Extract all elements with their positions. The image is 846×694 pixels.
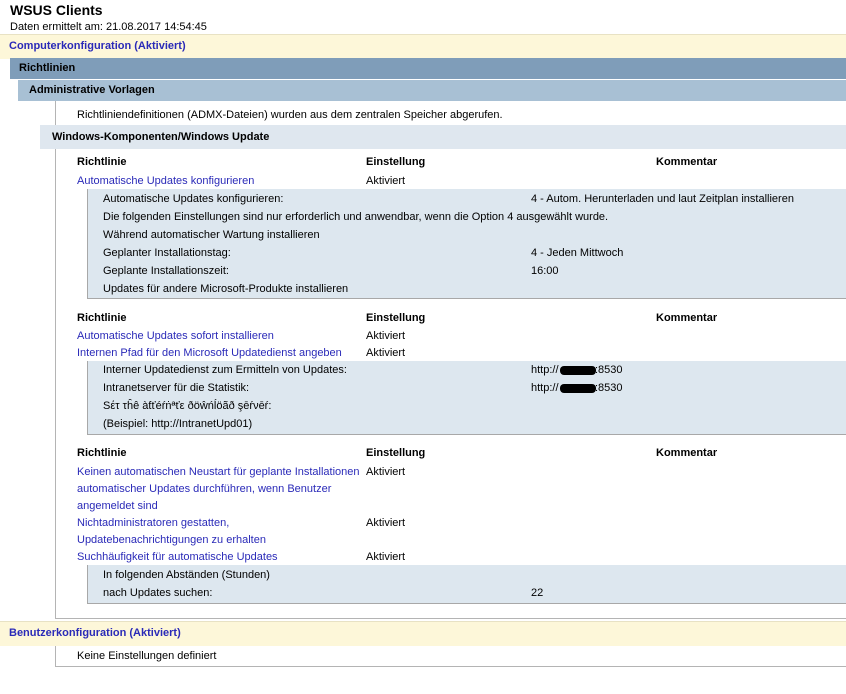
detail-value-prefix: http://: [531, 382, 559, 394]
detail-value-prefix: http://: [531, 364, 559, 376]
frame-bottom-line: [55, 618, 846, 619]
col-header-policy: Richtlinie: [77, 447, 127, 459]
detail-value: 22: [531, 587, 544, 599]
windows-update-label: Windows-Komponenten/Windows Update: [52, 131, 270, 143]
col-header-policy: Richtlinie: [77, 312, 127, 324]
user-config-header[interactable]: [0, 621, 846, 646]
detail-label: Intranetserver für die Statistik:: [103, 382, 250, 394]
redaction-mark: [560, 384, 596, 393]
detail-label: In folgenden Abständen (Stunden): [103, 569, 270, 581]
detail-label: Interner Updatedienst zum Ermitteln von Updates:: [103, 364, 347, 376]
redaction-mark: [560, 366, 596, 375]
policy-link-no-auto-restart[interactable]: angemeldet sind: [77, 500, 158, 512]
policy-link-no-auto-restart[interactable]: Keinen automatischen Neustart für geplante Installationen: [77, 466, 360, 478]
col-header-comment: Kommentar: [656, 312, 718, 324]
policies-header[interactable]: [10, 58, 846, 79]
policy-link-detection-frequency[interactable]: Suchhäufigkeit für automatische Updates: [77, 551, 278, 563]
col-header-setting: Einstellung: [366, 447, 426, 459]
computer-config-label[interactable]: Computerkonfiguration (Aktiviert): [9, 40, 186, 52]
frame-left-line: [55, 101, 56, 619]
admin-templates-header[interactable]: [18, 80, 846, 101]
policy-link-non-admin-notifications[interactable]: Updatebenachrichtigungen zu erhalten: [77, 534, 266, 546]
user-frame-left-line: [55, 645, 56, 666]
policy-state: Aktiviert: [366, 347, 406, 359]
detail-label: Automatische Updates konfigurieren:: [103, 193, 284, 205]
detail-label: Während automatischer Wartung installieren: [103, 229, 320, 241]
windows-update-header[interactable]: [40, 125, 846, 149]
policy-state: Aktiviert: [366, 175, 406, 187]
detail-label: Die folgenden Einstellungen sind nur erforderlich und anwendbar, wenn die Option 4 ausgewählt wurde.: [103, 211, 609, 223]
detail-label: nach Updates suchen:: [103, 587, 213, 599]
detail-label: Updates für andere Microsoft-Produkte installieren: [103, 283, 349, 295]
detail-value: 4 - Jeden Mittwoch: [531, 247, 624, 259]
policy-link-install-immediately[interactable]: Automatische Updates sofort installieren: [77, 330, 274, 342]
detail-label: Geplanter Installationstag:: [103, 247, 231, 259]
user-frame-bottom-line: [55, 666, 846, 667]
detail-value-suffix: :8530: [595, 364, 623, 376]
col-header-policy: Richtlinie: [77, 156, 127, 168]
policy-link-configure-updates[interactable]: Automatische Updates konfigurieren: [77, 175, 255, 187]
col-header-comment: Kommentar: [656, 447, 718, 459]
user-config-label[interactable]: Benutzerkonfiguration (Aktiviert): [9, 627, 181, 639]
detail-label: Sέτ τĥê àƭťéŕṅªťε ðöŵńĺöãð şēŕνēŕ:: [103, 400, 272, 412]
detail-label: (Beispiel: http://IntranetUpd01): [103, 418, 253, 430]
policy-link-non-admin-notifications[interactable]: Nichtadministratoren gestatten,: [77, 517, 230, 529]
computer-config-header[interactable]: [0, 34, 846, 59]
detail-value: 16:00: [531, 265, 559, 277]
policy-state: Aktiviert: [366, 551, 406, 563]
detail-value-suffix: :8530: [595, 382, 623, 394]
policy-state: Aktiviert: [366, 466, 406, 478]
policy-link-no-auto-restart[interactable]: automatischer Updates durchführen, wenn Benutzer: [77, 483, 332, 495]
detail-value: 4 - Autom. Herunterladen und laut Zeitplan installieren: [531, 193, 794, 205]
col-header-setting: Einstellung: [366, 312, 426, 324]
policy-state: Aktiviert: [366, 517, 406, 529]
admx-note: Richtliniendefinitionen (ADMX-Dateien) wurden aus dem zentralen Speicher abgerufen.: [77, 109, 503, 121]
col-header-setting: Einstellung: [366, 156, 426, 168]
detail-label: Geplante Installationszeit:: [103, 265, 229, 277]
policies-label: Richtlinien: [19, 62, 76, 74]
report-title: WSUS Clients: [10, 2, 103, 18]
report-date: Daten ermittelt am: 21.08.2017 14:54:45: [10, 21, 207, 33]
admin-templates-label: Administrative Vorlagen: [29, 84, 155, 96]
policy-link-intranet-path[interactable]: Internen Pfad für den Microsoft Updatedienst angeben: [77, 347, 342, 359]
col-header-comment: Kommentar: [656, 156, 718, 168]
policy-state: Aktiviert: [366, 330, 406, 342]
no-settings-text: Keine Einstellungen definiert: [77, 650, 217, 662]
